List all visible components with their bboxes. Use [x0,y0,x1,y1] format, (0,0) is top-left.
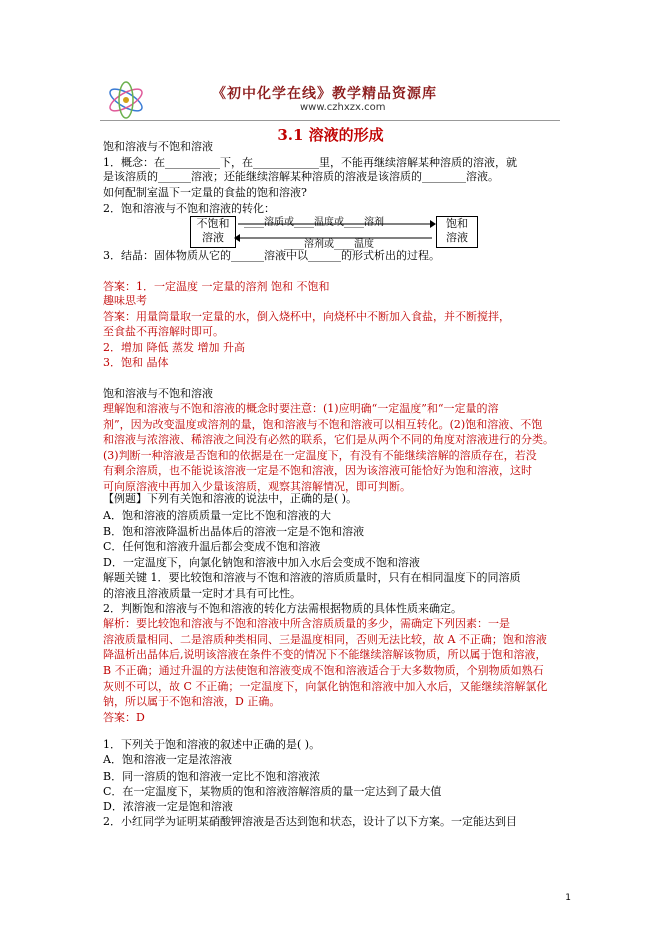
text-line: 降温析出晶体后,说明该溶液在条件不变的情况下不能继续溶解该物质，所以属于饱和溶液， [103,648,547,661]
unsaturated-box-line1: 不饱和 [196,217,230,230]
text-line: C．任何饱和溶液升温后都会变成不饱和溶液 [103,540,321,553]
saturated-box [436,216,478,248]
text-line: A．饱和溶液的溶质质量一定比不饱和溶液的大 [103,509,331,522]
text-line: 1．下列关于饱和溶液的叙述中正确的是( )。 [103,738,321,751]
left-arrow-icon [234,234,240,242]
text-line: 2．判断饱和溶液与不饱和溶液的转化方法需根据物质的具体性质来确定。 [103,602,462,615]
text-line: 3．结晶：固体物质从它的______溶液中以______的形式析出的过程。 [103,249,440,262]
text-line: 饱和溶液与不饱和溶液 [103,140,213,153]
unsaturated-box [190,216,236,248]
right-arrow-icon [430,220,436,228]
text-line: 剂”，因为改变温度或溶剂的量，饱和溶液与不饱和溶液可以相互转化。(2)饱和溶液、不饱 [103,418,543,431]
text-line: 趣味思考 [103,294,147,307]
banner-url: www.czhxzx.com [300,102,386,113]
text-line: 如何配制室温下一定量的食盐的饱和溶液? [103,186,307,199]
text-line: B 不正确；通过升温的方法使饱和溶液变成不饱和溶液适合于大多数物质，个别物质如熟石 [103,664,544,677]
text-line: C．在一定温度下，某物质的饱和溶液溶解溶质的量一定达到了最大值 [103,785,442,798]
unsaturated-box-line2: 溶液 [202,231,224,244]
text-line: 理解饱和溶液与不饱和溶液的概念时要注意：(1)应明确“一定温度”和“一定量的溶 [103,402,499,415]
text-line: 的溶液且溶液质量一定时才具有可比性。 [103,587,301,600]
text-line: 解析：要比较饱和溶液与不饱和溶液中所含溶质质量的多少，需确定下列因素：一是 [103,617,510,630]
text-line: B．同一溶质的饱和溶液一定比不饱和溶液浓 [103,770,321,783]
banner-title: 《初中化学在线》教学精品资源库 [212,86,437,102]
page-header [100,80,560,121]
text-line: 【例题】下列有关饱和溶液的说法中，正确的是( )。 [103,492,358,505]
saturated-box-line1: 饱和 [446,217,468,230]
text-line: 可向原溶液中再加入少量该溶质，观察其溶解情况，即可判断。 [103,480,411,493]
text-line: 灰则不可以，故 C 不正确；一定温度下，向氯化钠饱和溶液中加入水后，又能继续溶解氯化 [103,680,548,693]
text-line: D．浓溶液一定是饱和溶液 [103,800,233,813]
saturated-box-line2: 溶液 [446,231,468,244]
page-number: 1 [565,893,571,903]
text-line: 解题关键 1．要比较饱和溶液与不饱和溶液的溶质质量时，只有在相同温度下的同溶质 [103,571,521,584]
text-line: 2．增加 降低 蒸发 增加 升高 [103,341,245,354]
text-line: 答案：D [103,711,145,724]
text-line: 3．饱和 晶体 [103,356,169,369]
page-title: 3.1 溶液的形成 [277,126,384,144]
text-line: 答案：用量筒量取一定量的水，倒入烧杯中，向烧杯中不断加入食盐，并不断搅拌， [103,310,510,323]
text-line: 2．小红同学为证明某硝酸钾溶液是否达到饱和状态，设计了以下方案。一定能达到目 [103,815,517,828]
text-line: 钠，所以属于不饱和溶液，D 正确。 [103,695,281,708]
text-line: 和溶液与浓溶液、稀溶液之间没有必然的联系，它们是从两个不同的角度对溶液进行的分类。 [103,433,554,446]
text-line: 1．概念：在__________下，在____________里，不能再继续溶解某种溶质的溶液，就 [103,156,517,169]
text-line: 有剩余溶质，也不能说该溶液一定是不饱和溶液，因为该溶液可能恰好为饱和溶液，这时 [103,464,532,477]
text-line: A．饱和溶液一定是浓溶液 [103,753,232,766]
text-line: 答案：1．一定温度 一定量的溶剂 饱和 不饱和 [103,280,330,293]
reverse-conversion-label: ____溶剂或____温度 [284,239,374,250]
text-line: 至食盐不再溶解时即可。 [103,325,224,338]
text-line: (3)判断一种溶液是否饱和的依据是在一定温度下，有没有不能继续溶解的溶质存在，若没 [103,449,537,462]
atom-logo-icon [104,80,148,120]
text-line: 是该溶质的______溶液；还能继续溶解某种溶质的溶液是该溶质的________溶液。 [103,170,499,183]
forward-conversion-label: ____溶质或____温度或____溶剂 [244,217,384,228]
text-line: 饱和溶液与不饱和溶液 [103,387,213,400]
text-line: 2．饱和溶液与不饱和溶液的转化： [103,202,275,215]
text-line: 溶液质量相同、二是溶质种类相同、三是温度相同，否则无法比较，故 A 不正确；饱和溶液 [103,633,547,646]
text-line: B．饱和溶液降温析出晶体后的溶液一定是不饱和溶液 [103,525,365,538]
text-line: D．一定温度下，向氯化钠饱和溶液中加入水后会变成不饱和溶液 [103,556,420,569]
